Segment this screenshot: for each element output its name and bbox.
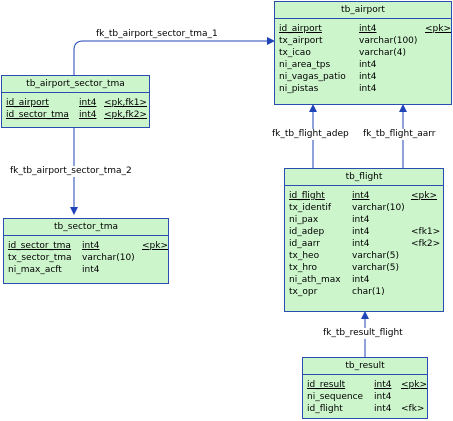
column-name: id_airport [279,24,322,34]
column-row [303,403,427,415]
column-type: varchar(4) [359,48,406,58]
column-row [303,379,427,391]
column-name: ni_area_tps [279,60,331,70]
column-keys: <pk> [401,380,428,390]
column-type: char(1) [352,287,385,297]
relation-label-flight-adep: fk_tb_flight_adep [272,129,349,139]
column-type: varchar(100) [359,36,418,46]
column-row [285,274,443,286]
column-name: tx_airport [279,36,323,46]
column-type: int4 [359,24,377,34]
column-name: tx_icao [279,48,311,58]
column-type: varchar(5) [352,251,399,261]
column-type: int4 [374,380,392,390]
column-row [4,264,168,276]
column-keys: <pk> [142,241,169,251]
relation-label-result-flight: fk_tb_result_flight [323,328,403,338]
column-name: tx_sector_tma [8,253,72,263]
column-row [285,286,443,298]
column-name: id_adep [289,227,325,237]
column-name: tx_opr [289,287,318,297]
column-type: int4 [374,392,392,402]
column-name: id_aarr [289,239,320,249]
column-name: tx_heo [289,251,320,261]
column-row [2,109,149,121]
column-type: int4 [79,110,97,120]
column-type: int4 [352,215,370,225]
column-type: int4 [82,241,100,251]
column-type: int4 [352,239,370,249]
column-type: int4 [359,84,377,94]
column-row [285,202,443,214]
column-type: int4 [352,227,370,237]
column-name: tx_identif [289,203,332,213]
column-type: int4 [352,191,370,201]
entity-title: tb_result [303,358,427,375]
column-name: ni_ath_max [289,275,341,285]
column-keys: <fk2> [411,239,441,249]
column-row [275,59,451,71]
column-row [4,240,168,252]
column-name: id_airport [6,98,49,108]
relation-label-airport-sector-1: fk_tb_airport_sector_tma_1 [96,29,218,39]
column-row [285,190,443,202]
entity-title: tb_airport [275,2,451,19]
column-type: varchar(10) [352,203,405,213]
column-row [285,262,443,274]
column-row [285,214,443,226]
column-keys: <pk> [425,24,452,34]
column-name: id_sector_tma [8,241,71,251]
column-name: tx_hro [289,263,318,273]
column-type: int4 [79,98,97,108]
relation-line-airport-sector-1 [74,41,274,75]
column-type: int4 [359,60,377,70]
column-type: int4 [374,404,392,414]
column-name: id_flight [289,191,325,201]
column-type: varchar(10) [82,253,135,263]
column-row [275,47,451,59]
column-row [2,97,149,109]
column-type: int4 [352,275,370,285]
column-row [275,35,451,47]
column-name: id_flight [307,404,343,414]
column-row [285,226,443,238]
column-row [303,391,427,403]
entity-tb-airport-sector-tma[interactable] [1,75,150,128]
column-row [275,83,451,95]
column-row [285,250,443,262]
column-name: ni_pistas [279,84,319,94]
column-name: ni_sequence [307,392,364,402]
column-row [285,238,443,250]
entity-tb-flight[interactable] [284,168,444,312]
relation-label-airport-sector-2: fk_tb_airport_sector_tma_2 [10,166,132,176]
entity-tb-sector-tma[interactable] [3,218,169,284]
entity-title: tb_flight [285,169,443,186]
column-keys: <pk> [411,191,438,201]
entity-title: tb_airport_sector_tma [2,76,149,93]
relation-label-flight-aarr: fk_tb_flight_aarr [363,129,436,139]
entity-title: tb_sector_tma [4,219,168,236]
entity-tb-airport[interactable] [274,1,452,105]
entity-tb-result[interactable] [302,357,428,419]
column-name: ni_max_acft [8,265,62,275]
column-keys: <pk,fk2> [104,110,147,120]
column-keys: <fk1> [411,227,441,237]
column-keys: <fk> [401,404,425,414]
column-row [275,71,451,83]
column-name: id_result [307,380,346,390]
column-type: int4 [359,72,377,82]
column-keys: <pk,fk1> [104,98,147,108]
column-row [275,23,451,35]
column-name: id_sector_tma [6,110,69,120]
column-name: ni_pax [289,215,319,225]
column-type: int4 [82,265,100,275]
column-name: ni_vagas_patio [279,72,346,82]
column-type: varchar(5) [352,263,399,273]
column-row [4,252,168,264]
